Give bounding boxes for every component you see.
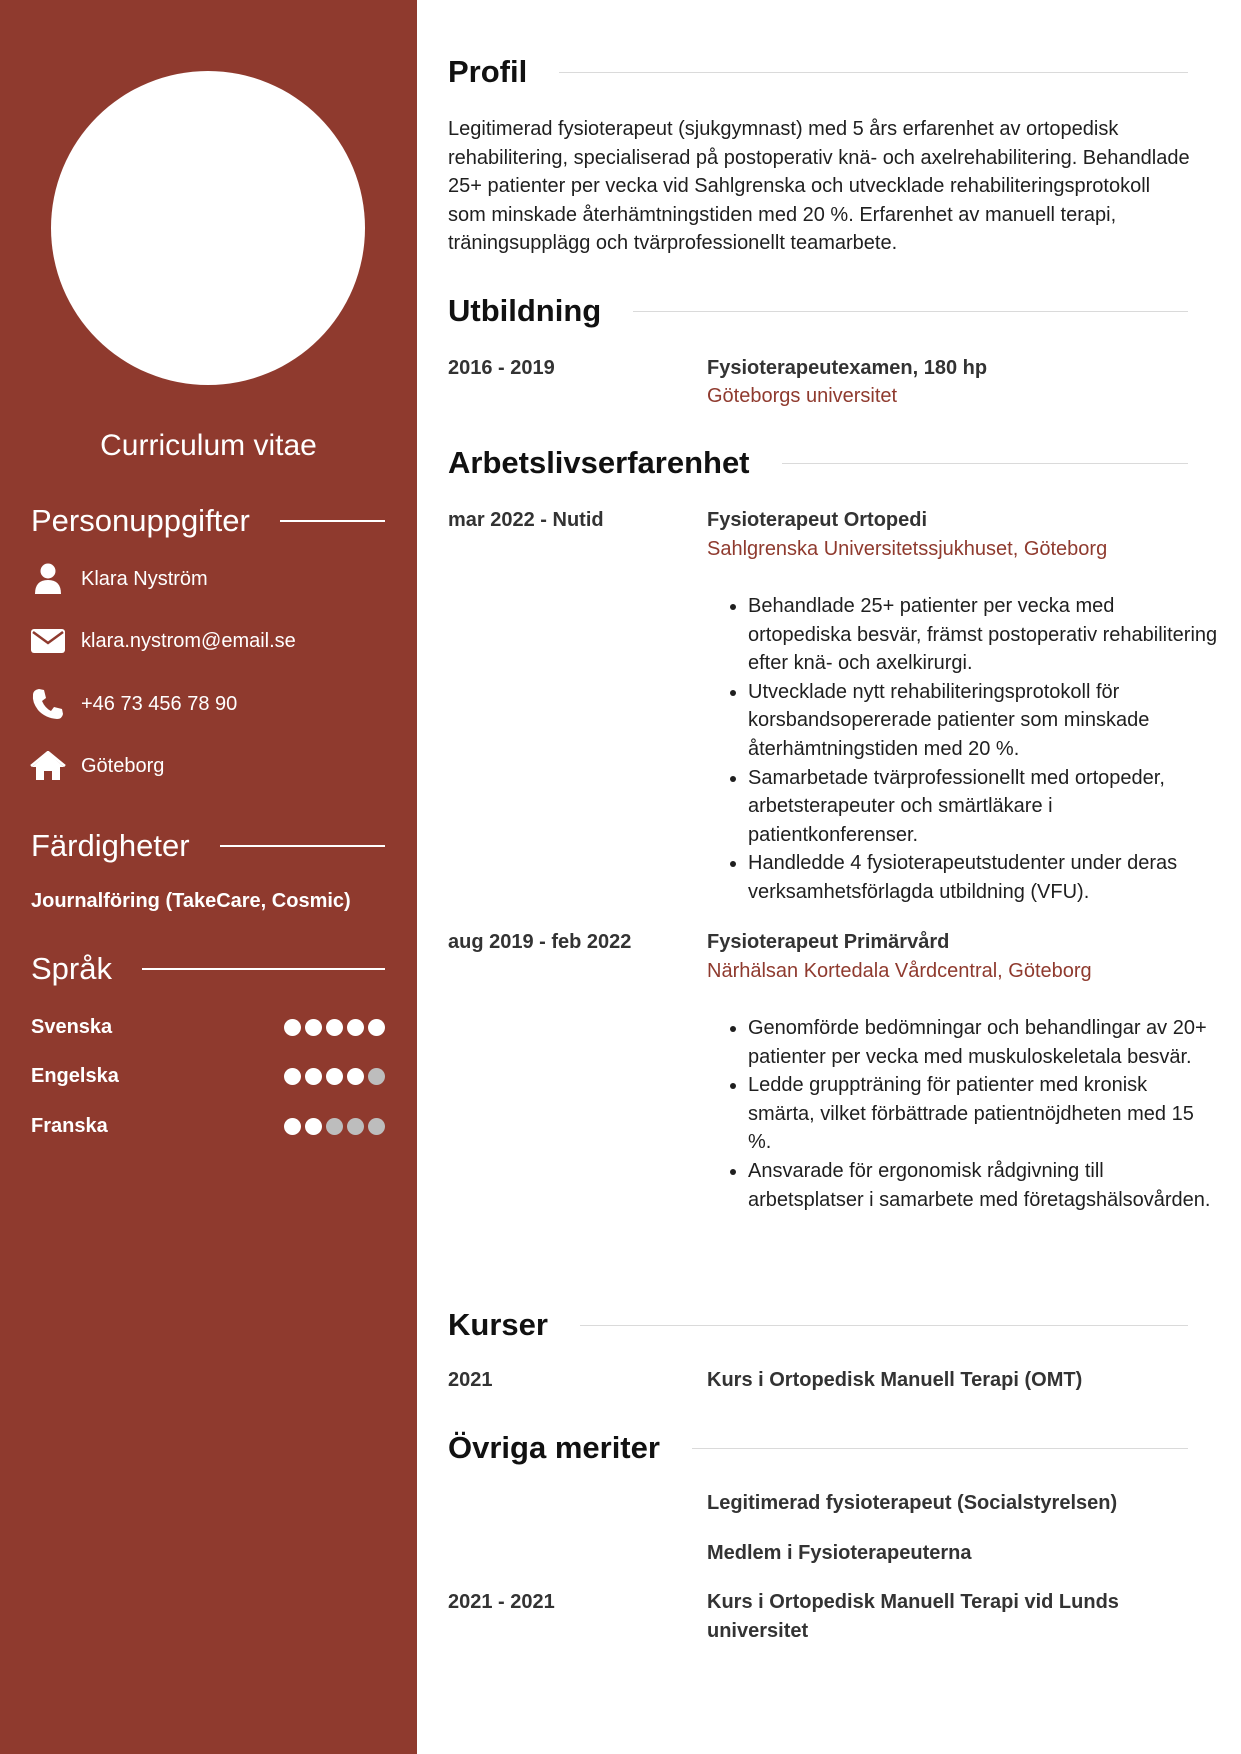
contact-email-text[interactable]: klara.nystrom@email.se	[81, 629, 296, 652]
list-item: • Behandlade 25+ patienter per vecka med ortopediska besvär, främst postoperativ rehabilitering efter knä- och axelkirurgi.	[748, 592, 1218, 678]
skills-heading-text: Färdigheter	[31, 828, 190, 863]
level-dot-filled	[347, 1068, 364, 1085]
course-title: Kurs i Ortopedisk Manuell Terapi (OMT)	[707, 1369, 1083, 1391]
language-row	[31, 1113, 385, 1139]
list-item: • Utvecklade nytt rehabiliteringsprotokoll för korsbandsopererade patienter som minskade återhämtningstiden med 20 %.	[748, 678, 1218, 764]
other-date: 2021 - 2021	[448, 1591, 555, 1613]
list-item: • Genomförde bedömningar och behandlingar av 20+ patienter per vecka med muskuloskeletala besvär.	[748, 1014, 1218, 1071]
education-heading	[448, 291, 1188, 331]
level-dot-empty	[368, 1068, 385, 1085]
languages-heading-text: Språk	[31, 951, 112, 986]
language-name: Engelska	[31, 1064, 119, 1087]
contact-name	[30, 561, 208, 597]
level-dot-filled	[305, 1019, 322, 1036]
personal-heading-rule	[280, 520, 385, 522]
level-dot-empty	[347, 1118, 364, 1135]
other-heading-rule	[692, 1448, 1188, 1449]
level-dot-filled	[305, 1118, 322, 1135]
courses-heading-rule	[580, 1325, 1188, 1326]
level-dot-empty	[368, 1118, 385, 1135]
level-dot-filled	[284, 1019, 301, 1036]
contact-phone-text[interactable]: +46 73 456 78 90	[81, 692, 238, 715]
experience-heading-text: Arbetslivserfarenhet	[448, 445, 750, 480]
experience-place: Sahlgrenska Universitetssjukhuset, Göteborg	[707, 538, 1108, 560]
list-item: • Ledde gruppträning för patienter med kronisk smärta, vilket förbättrade patientnöjdheten med 15 %.	[748, 1071, 1218, 1157]
level-dot-empty	[326, 1118, 343, 1135]
languages-heading	[31, 949, 385, 989]
courses-heading	[448, 1305, 1188, 1345]
experience-title: Fysioterapeut Primärvård	[707, 931, 950, 953]
language-row	[31, 1063, 385, 1089]
experience-bullets	[707, 1014, 1218, 1214]
level-dot-filled	[326, 1019, 343, 1036]
courses-heading-text: Kurser	[448, 1307, 548, 1342]
other-heading-text: Övriga meriter	[448, 1430, 660, 1465]
other-title: Kurs i Ortopedisk Manuell Terapi vid Lunds universitet	[707, 1591, 1119, 1642]
experience-title: Fysioterapeut Ortopedi	[707, 509, 928, 531]
sidebar	[0, 0, 417, 1754]
language-level-dots	[284, 1118, 385, 1135]
other-title: Legitimerad fysioterapeut (Socialstyrelsen)	[707, 1492, 1118, 1514]
education-place: Göteborgs universitet	[707, 385, 898, 407]
education-heading-rule	[633, 311, 1188, 312]
language-level-dots	[284, 1068, 385, 1085]
level-dot-filled	[305, 1068, 322, 1085]
experience-heading	[448, 443, 1188, 483]
education-heading-text: Utbildning	[448, 293, 602, 328]
level-dot-filled	[284, 1068, 301, 1085]
experience-place: Närhälsan Kortedala Vårdcentral, Göteborg	[707, 960, 1092, 982]
experience-date: mar 2022 - Nutid	[448, 509, 604, 531]
profile-heading	[448, 52, 1188, 92]
other-heading	[448, 1428, 1188, 1468]
list-item: • Ansvarade för ergonomisk rådgivning till arbetsplatser i samarbete med företagshälsovården.	[748, 1157, 1218, 1214]
profile-heading-rule	[559, 72, 1188, 73]
experience-heading-rule	[782, 463, 1188, 464]
level-dot-filled	[347, 1019, 364, 1036]
contact-phone[interactable]	[30, 686, 237, 722]
contact-name-text: Klara Nyström	[81, 567, 208, 590]
skills-heading-rule	[220, 845, 385, 847]
profile-photo	[51, 71, 365, 385]
person-icon	[30, 561, 66, 597]
contact-city-text: Göteborg	[81, 754, 165, 777]
list-item: • Handledde 4 fysioterapeutstudenter under deras verksamhetsförlagda utbildning (VFU).	[748, 849, 1218, 906]
profile-heading-text: Profil	[448, 54, 528, 89]
list-item: • Samarbetade tvärprofessionellt med ortopeder, arbetsterapeuter och smärtläkare i patientkonferenser.	[748, 764, 1218, 850]
personal-heading-text: Personuppgifter	[31, 503, 250, 538]
language-level-dots	[284, 1019, 385, 1036]
contact-email[interactable]	[30, 623, 296, 659]
education-date: 2016 - 2019	[448, 357, 555, 379]
profile-text: Legitimerad fysioterapeut (sjukgymnast) med 5 års erfarenhet av ortopedisk rehabilitering, specialiserad på postoperativ knä- och axelrehabilitering. Behandlade 25+ patienter per vecka vid Sahlgrenska och utvecklade rehabiliteringsprotokoll som minskade återhämtningstiden med 20 %. Erfarenhet av manuell terapi, träningsupplägg och tvärprofessionellt teamarbete.	[448, 118, 1190, 255]
skills-heading	[31, 826, 385, 866]
language-name: Franska	[31, 1114, 108, 1137]
language-name: Svenska	[31, 1015, 113, 1038]
experience-bullets	[707, 592, 1218, 907]
phone-icon	[30, 686, 66, 722]
level-dot-filled	[368, 1019, 385, 1036]
level-dot-filled	[284, 1118, 301, 1135]
other-title: Medlem i Fysioterapeuterna	[707, 1542, 972, 1564]
languages-heading-rule	[142, 968, 385, 970]
envelope-icon	[30, 623, 66, 659]
home-icon	[30, 748, 66, 784]
personal-heading	[31, 501, 385, 541]
education-title: Fysioterapeutexamen, 180 hp	[707, 357, 988, 379]
experience-date: aug 2019 - feb 2022	[448, 931, 632, 953]
cv-title: Curriculum vitae	[100, 429, 317, 462]
level-dot-filled	[326, 1068, 343, 1085]
course-date: 2021	[448, 1369, 493, 1391]
skill-item: Journalföring (TakeCare, Cosmic)	[31, 890, 351, 912]
contact-city	[30, 748, 164, 784]
language-row	[31, 1014, 385, 1040]
